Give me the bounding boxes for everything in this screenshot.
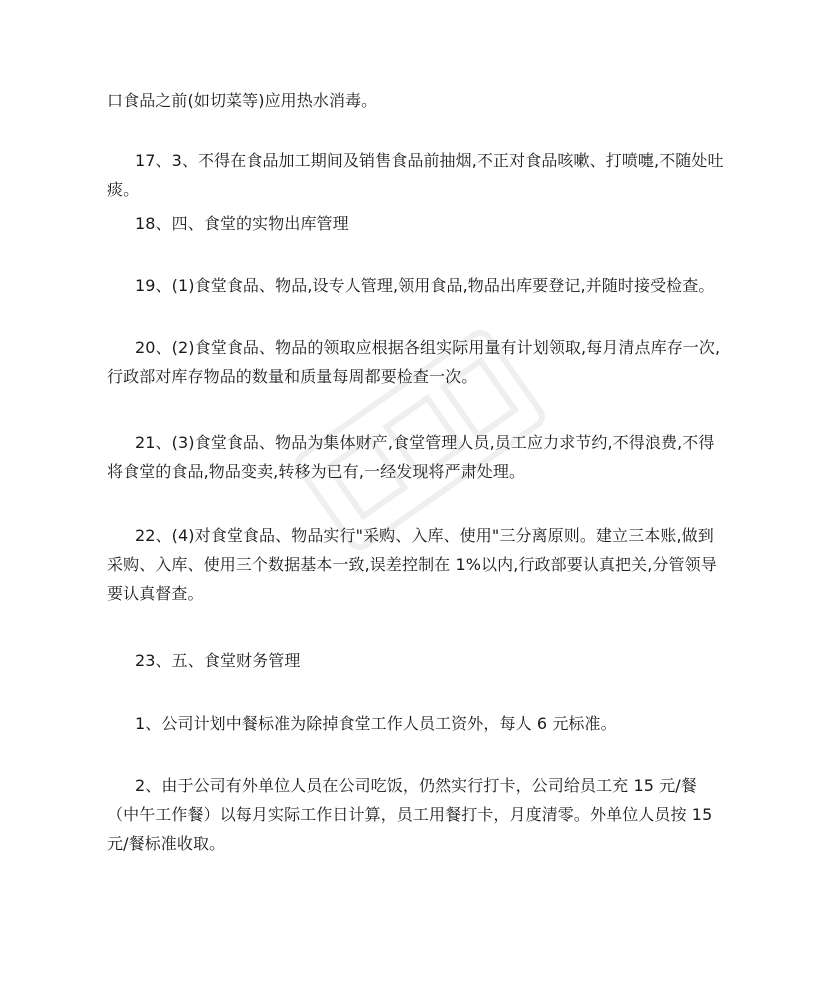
paragraph-meal-standard: 1、公司计划中餐标准为除掉食堂工作人员工资外，每人 6 元标准。 xyxy=(135,714,617,733)
paragraph-23-heading: 23、五、食堂财务管理 xyxy=(135,651,301,670)
paragraph-continuation: 口食品之前(如切菜等)应用热水消毒。 xyxy=(107,91,378,110)
paragraph-20: 20、(2)食堂食品、物品的领取应根据各组实际用量有计划领取,每月清点库存一次,行政部对库存物品的数量和质量每周都要检查一次。 xyxy=(107,338,721,386)
paragraph-17: 17、3、不得在食品加工期间及销售食品前抽烟,不正对食品咳嗽、打喷嚏,不随处吐痰。 xyxy=(107,151,724,199)
paragraph-22: 22、(4)对食堂食品、物品实行"采购、入库、使用"三分离原则。建立三本账,做到采购、入库、使用三个数据基本一致,误差控制在 1%以内,行政部要认真把关,分管领导要认真督查。 xyxy=(107,526,717,603)
paragraph-19: 19、(1)食堂食品、物品,设专人管理,领用食品,物品出库要登记,并随时接受检查。 xyxy=(135,276,715,295)
paragraph-21: 21、(3)食堂食品、物品为集体财产,食堂管理人员,员工应力求节约,不得浪费,不得将食堂的食品,物品变卖,转移为已有,一经发现将严肃处理。 xyxy=(107,433,715,481)
paragraph-18-heading: 18、四、食堂的实物出库管理 xyxy=(135,214,349,233)
paragraph-meal-card: 2、由于公司有外单位人员在公司吃饭，仍然实行打卡，公司给员工充 15 元/餐（中午工作餐）以每月实际工作日计算，员工用餐打卡，月度清零。外单位人员按 15 元/餐标准收取。 xyxy=(107,776,713,853)
